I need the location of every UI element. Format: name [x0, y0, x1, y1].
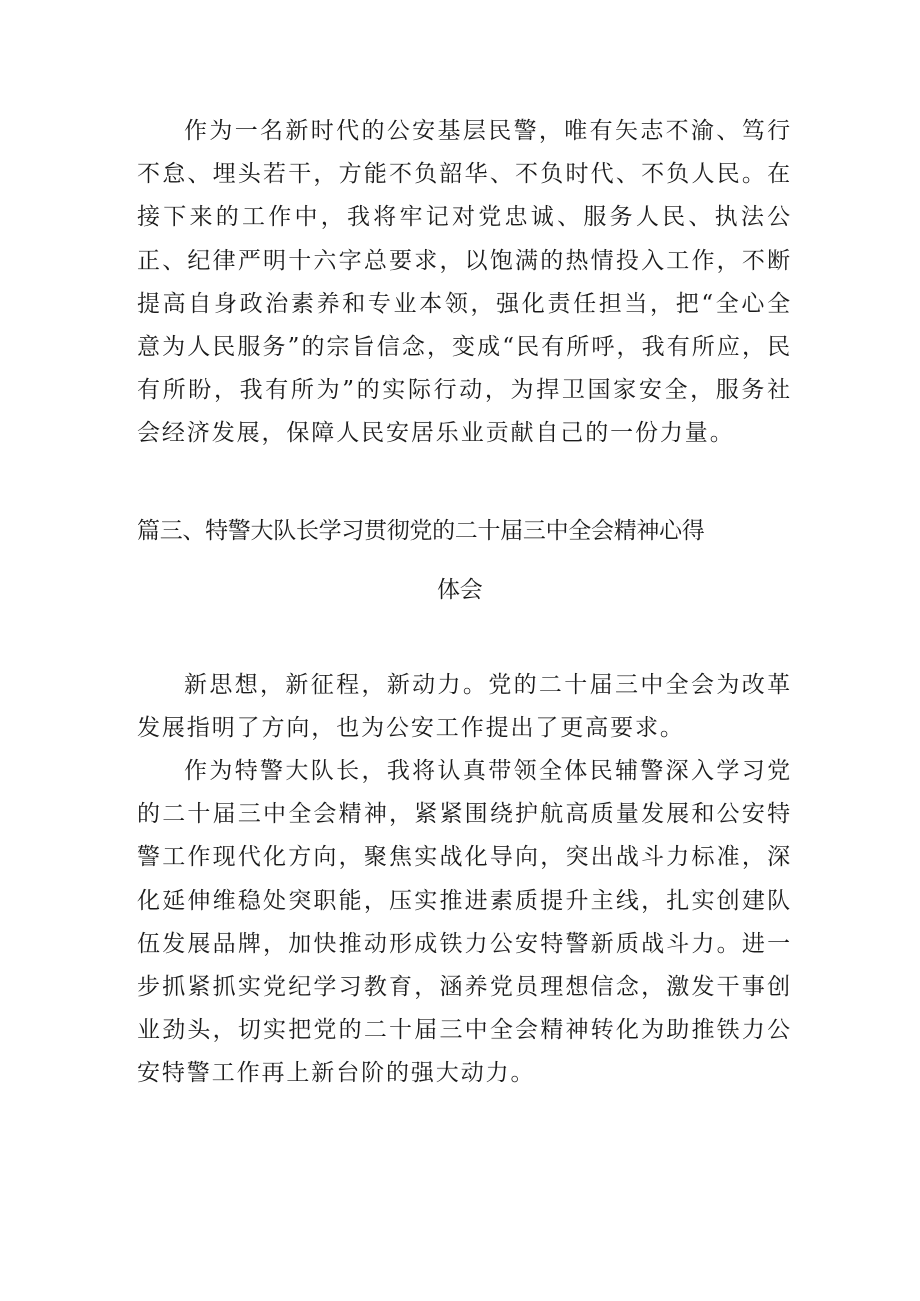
body-paragraph-main: 作为特警大队长，我将认真带领全体民辅警深入学习党的二十届三中全会精神，紧紧围绕护航高质量发展和公安特警工作现代化方向，聚焦实战化导向，突出战斗力标准，深化延伸维稳处突职能，压实推进素质提升主线，扎实创建队伍发展品牌，加快推动形成铁力公安特警新质战斗力。进一步抓紧抓实党纪学习教育，涵养党员理想信念，激发干事创业劲头，切实把党的二十届三中全会精神转化为助推铁力公安特警工作再上新台阶的强大动力。 — [137, 758, 792, 1087]
section-title-line-1: 篇三、特警大队长学习贯彻党的二十届三中全会精神心得 — [137, 518, 705, 544]
section-title-line-2: 体会 — [437, 577, 483, 603]
body-paragraph-intro: 新思想，新征程，新动力。党的二十届三中全会为改革发展指明了方向，也为公安工作提出了更高要求。 — [137, 672, 792, 742]
body-paragraph-closing: 作为一名新时代的公安基层民警，唯有矢志不渝、笃行不怠、埋头若干，方能不负韶华、不负时代、不负人民。在接下来的工作中，我将牢记对党忠诚、服务人民、执法公正、纪律严明十六字总要求，以饱满的热情投入工作，不断提高自身政治素养和专业本领，强化责任担当，把“全心全意为人民服务”的宗旨信念，变成“民有所呼，我有所应，民有所盼，我有所为”的实际行动，为捍卫国家安全，服务社会经济发展，保障人民安居乐业贡献自己的一份力量。 — [137, 118, 792, 447]
